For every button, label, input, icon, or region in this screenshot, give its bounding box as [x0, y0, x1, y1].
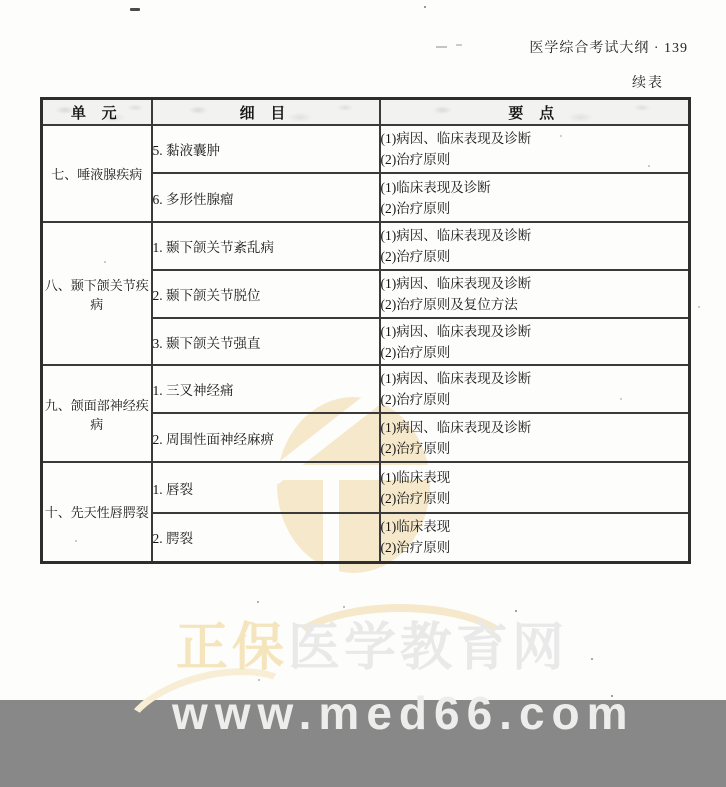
points-cell	[380, 222, 690, 270]
point-line: (1)病因、临床表现及诊断	[380, 371, 532, 386]
points-cell	[380, 173, 690, 222]
header-row	[42, 99, 690, 126]
points-cell	[380, 462, 690, 513]
item-cell: 1. 唇裂	[152, 462, 380, 513]
unit-cell: 七、唾液腺疾病	[42, 125, 152, 222]
watermark-url-text: www.med66.com	[172, 687, 635, 739]
table-row	[42, 125, 690, 173]
point-line: (1)病因、临床表现及诊断	[380, 323, 532, 339]
unit-cell: 八、颞下颌关节疾病	[42, 222, 152, 365]
point-line: (2)治疗原则	[380, 490, 451, 506]
table-row	[42, 222, 690, 270]
point-line: (2)治疗原则	[380, 540, 451, 556]
points-cell	[380, 270, 690, 318]
point-line: (2)治疗原则	[380, 200, 451, 216]
points-cell	[380, 513, 690, 562]
watermark-brand-highlight: 正保	[176, 619, 289, 677]
points-cell	[380, 318, 690, 365]
point-line: (1)临床表现	[380, 469, 451, 485]
scan-dash	[436, 46, 447, 48]
points-cell	[380, 365, 690, 413]
table-row	[42, 462, 690, 513]
item-cell: 2. 周围性面神经麻痹	[152, 413, 380, 462]
point-line: (1)临床表现	[380, 519, 451, 535]
item-cell: 2. 腭裂	[152, 513, 380, 562]
scan-dash	[456, 44, 462, 46]
point-line: (2)治疗原则	[380, 152, 451, 167]
point-line: (2)治疗原则	[380, 249, 451, 264]
point-line: (2)治疗原则及复位方法	[380, 297, 518, 312]
scan-mark	[130, 8, 140, 11]
unit-cell: 九、颌面部神经疾病	[42, 365, 152, 462]
points-cell	[380, 413, 690, 462]
point-line: (1)病因、临床表现及诊断	[380, 276, 532, 291]
item-cell: 6. 多形性腺瘤	[152, 173, 380, 222]
unit-cell: 十、先天性唇腭裂	[42, 462, 152, 562]
watermark-brand-rest: 医学教育网	[288, 619, 569, 677]
point-line: (1)病因、临床表现及诊断	[380, 419, 532, 435]
point-line: (2)治疗原则	[380, 392, 451, 407]
item-cell: 1. 三叉神经痛	[152, 365, 380, 413]
table-row	[42, 365, 690, 413]
points-cell	[380, 125, 690, 173]
item-cell: 5. 黏液囊肿	[152, 125, 380, 173]
watermark-brand-text	[176, 618, 568, 678]
point-line: (1)病因、临床表现及诊断	[380, 228, 532, 243]
column-header-item: 细 目	[152, 99, 380, 126]
item-cell: 2. 颞下颌关节脱位	[152, 270, 380, 318]
continued-table-label: 续表	[632, 76, 664, 91]
point-line: (2)治疗原则	[380, 440, 451, 456]
column-header-unit: 单 元	[42, 99, 152, 126]
point-line: (1)临床表现及诊断	[380, 179, 491, 195]
syllabus-table	[40, 97, 691, 564]
scan-noise-dots	[0, 0, 2, 2]
point-line: (2)治疗原则	[380, 344, 451, 360]
item-cell: 3. 颞下颌关节强直	[152, 318, 380, 365]
table-wrapper	[40, 97, 691, 564]
page-running-header: 医学综合考试大纲 · 139	[529, 41, 688, 56]
point-line: (1)病因、临床表现及诊断	[380, 131, 532, 146]
column-header-points: 要 点	[380, 99, 690, 126]
item-cell: 1. 颞下颌关节紊乱病	[152, 222, 380, 270]
